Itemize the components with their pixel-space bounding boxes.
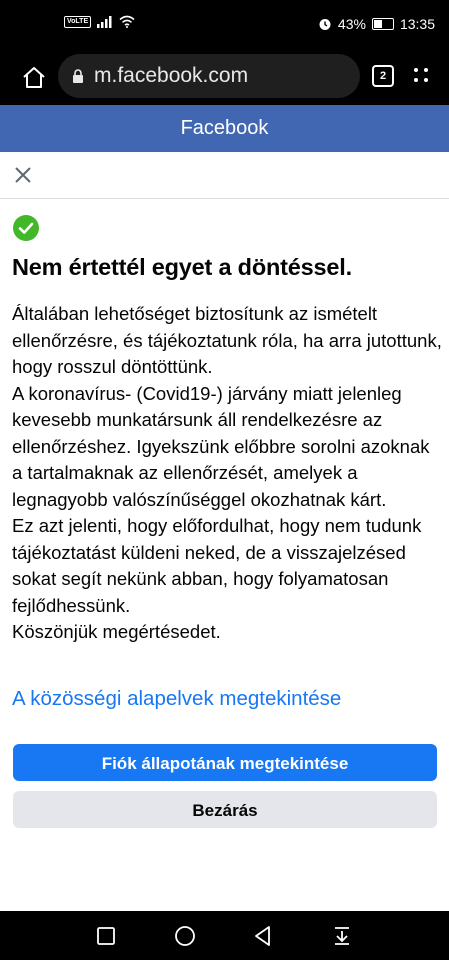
site-header: Facebook [0,105,449,152]
address-bar[interactable] [58,54,360,98]
check-circle-icon [13,215,39,241]
volte-badge: VoLTE [64,16,91,28]
status-bar [0,0,449,50]
community-standards-link[interactable]: A közösségi alapelvek megtekintése [12,687,342,710]
network-indicators [64,15,135,28]
browser-toolbar [0,50,449,105]
paragraph: Általában lehetőséget biztosítunk az ismételt ellenőrzésre, és tájékoztatunk róla, ha arra jutottunk, hogy rosszul döntöttünk. [12,303,442,377]
page-title: Nem értettél egyet a döntéssel. [12,254,352,280]
tab-switcher-button[interactable]: 2 [372,65,394,87]
close-button[interactable]: Bezárás [13,791,437,828]
more-vertical-icon[interactable] [412,66,430,84]
square-icon[interactable] [94,924,118,948]
alarm-icon [318,17,332,31]
paragraph: Köszönjük megértésedet. [12,621,221,642]
body-text [12,301,442,646]
home-icon[interactable] [20,64,48,92]
url-text: m.facebook.com [94,64,249,87]
view-account-status-button[interactable]: Fiók állapotának megtekintése [13,744,437,781]
signal-icon [97,16,113,28]
close-row [0,152,449,199]
clock: 13:35 [399,16,435,32]
system-nav-bar [0,911,449,960]
hide-nav-icon[interactable] [330,924,354,948]
circle-icon[interactable] [173,924,197,948]
close-icon[interactable] [12,164,34,186]
battery-percent: 43% [337,16,366,32]
battery-fill [374,20,382,28]
paragraph: Ez azt jelenti, hogy előfordulhat, hogy nem tudunk tájékoztatást küldeni neked, de a visszajelzésed sokat segít nekünk abban, hogy folyamatosan fejlődhessünk. [12,515,422,616]
lock-icon [72,69,84,83]
triangle-back-icon[interactable] [251,924,275,948]
paragraph: A koronavírus- (Covid19-) járvány miatt jelenleg kevesebb munkatársunk áll rendelkezésre az ellenőrzéshez. Igyekszünk előbbre sorolni azoknak a tartalmaknak az ellenőrzését, amelyek a legnagyobb valószínűséggel okozhatnak kárt. [12,382,430,510]
wifi-icon [119,15,135,28]
battery-icon [372,18,394,30]
status-right [318,16,435,32]
